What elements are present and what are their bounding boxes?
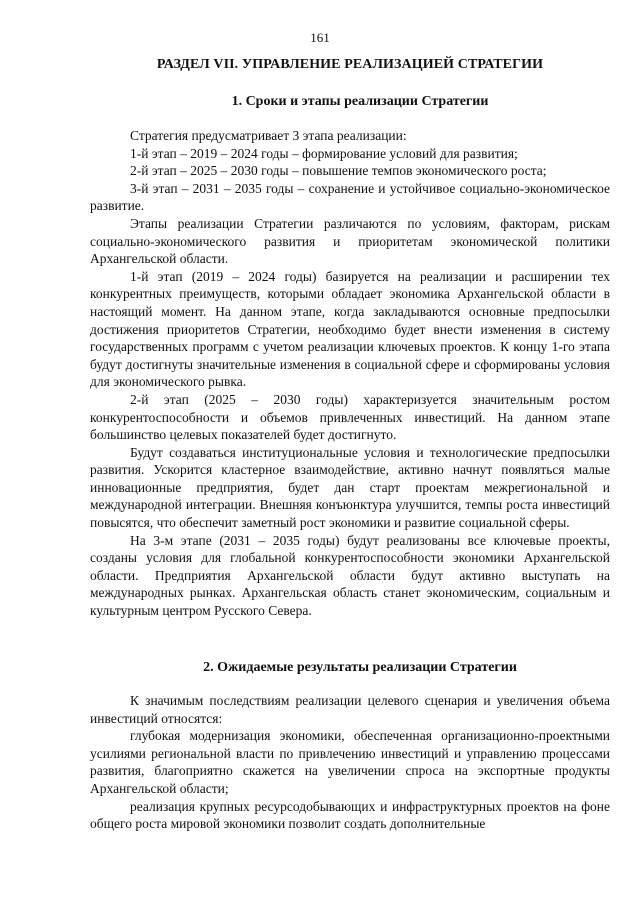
paragraph: На 3-м этапе (2031 – 2035 годы) будут реализованы все ключевые проекты, созданы условия для глобальной конкурентоспособности экономики Архангельской области. Предприятия Архангельской области будут активно выступать на международных рынках. Архангельская область станет экономическим, социальным и культурным центром Русского Севера. bbox=[90, 532, 610, 619]
paragraph: 1-й этап (2019 – 2024 годы) базируется на реализации и расширении тех конкурентных преимуществ, которыми обладает экономика Архангельской области в настоящий момент. На данном этапе, когда закладываются основные предпосылки достижения приоритетов Стратегии, необходимо будет внести изменения в систему государственных программ с учетом реализации ключевых проектов. К концу 1-го этапа будут достигнуты значительные изменения в социальной сфере и сформированы условия для экономического рывка. bbox=[90, 268, 610, 390]
subsection-title: 2. Ожидаемые результаты реализации Стратегии bbox=[203, 660, 517, 675]
paragraph: глубокая модернизация экономики, обеспеченная организационно-проектными усилиями региональной власти по привлечению инвестиций и управлению процессами развития, благоприятно скажется на увеличении спроса на экспортные продукты Архангельской области; bbox=[90, 728, 610, 796]
page-number: 161 bbox=[310, 30, 330, 45]
paragraph: 2-й этап – 2025 – 2030 годы – повышение темпов экономического роста; bbox=[130, 163, 547, 179]
paragraph: Стратегия предусматривает 3 этапа реализации: bbox=[130, 128, 407, 143]
section-title: РАЗДЕЛ VII. УПРАВЛЕНИЕ РЕАЛИЗАЦИЕЙ СТРАТЕГИИ bbox=[156, 57, 544, 72]
subsection-body bbox=[90, 692, 610, 833]
subsection-title: 1. Сроки и этапы реализации Стратегии bbox=[231, 94, 489, 109]
paragraph: К значимым последствиям реализации целевого сценария и увеличения объема инвестиций относятся: bbox=[90, 693, 610, 726]
paragraph: 2-й этап (2025 – 2030 годы) характеризуется значительным ростом конкурентоспособности и объемов привлеченных инвестиций. На данном этапе большинство целевых показателей будет достигнуто. bbox=[90, 391, 610, 443]
subsection-body bbox=[90, 127, 610, 620]
paragraph: Этапы реализации Стратегии различаются по условиям, факторам, рискам социально-экономического развития и приоритетам экономической политики Архангельской области. bbox=[90, 215, 610, 267]
paragraph: реализация крупных ресурсодобывающих и инфраструктурных проектов на фоне общего роста мировой экономики позволит создать дополнительные bbox=[90, 798, 610, 832]
paragraph: 3-й этап – 2031 – 2035 годы – сохранение и устойчивое социально-экономическое развитие. bbox=[90, 180, 610, 214]
paragraph: Будут создаваться институциональные условия и технологические предпосылки развития. Ускорится кластерное взаимодействие, активно начнут появляться малые инновационные предприятия, будет дан старт проектам межрегиональной и международной интеграции. Внешняя конъюнктура улучшится, темпы роста инвестиций повысятся, что обеспечит заметный рост экономики и развитие социальной сферы. bbox=[90, 444, 610, 531]
paragraph: 1-й этап – 2019 – 2024 годы – формирование условий для развития; bbox=[130, 145, 518, 161]
